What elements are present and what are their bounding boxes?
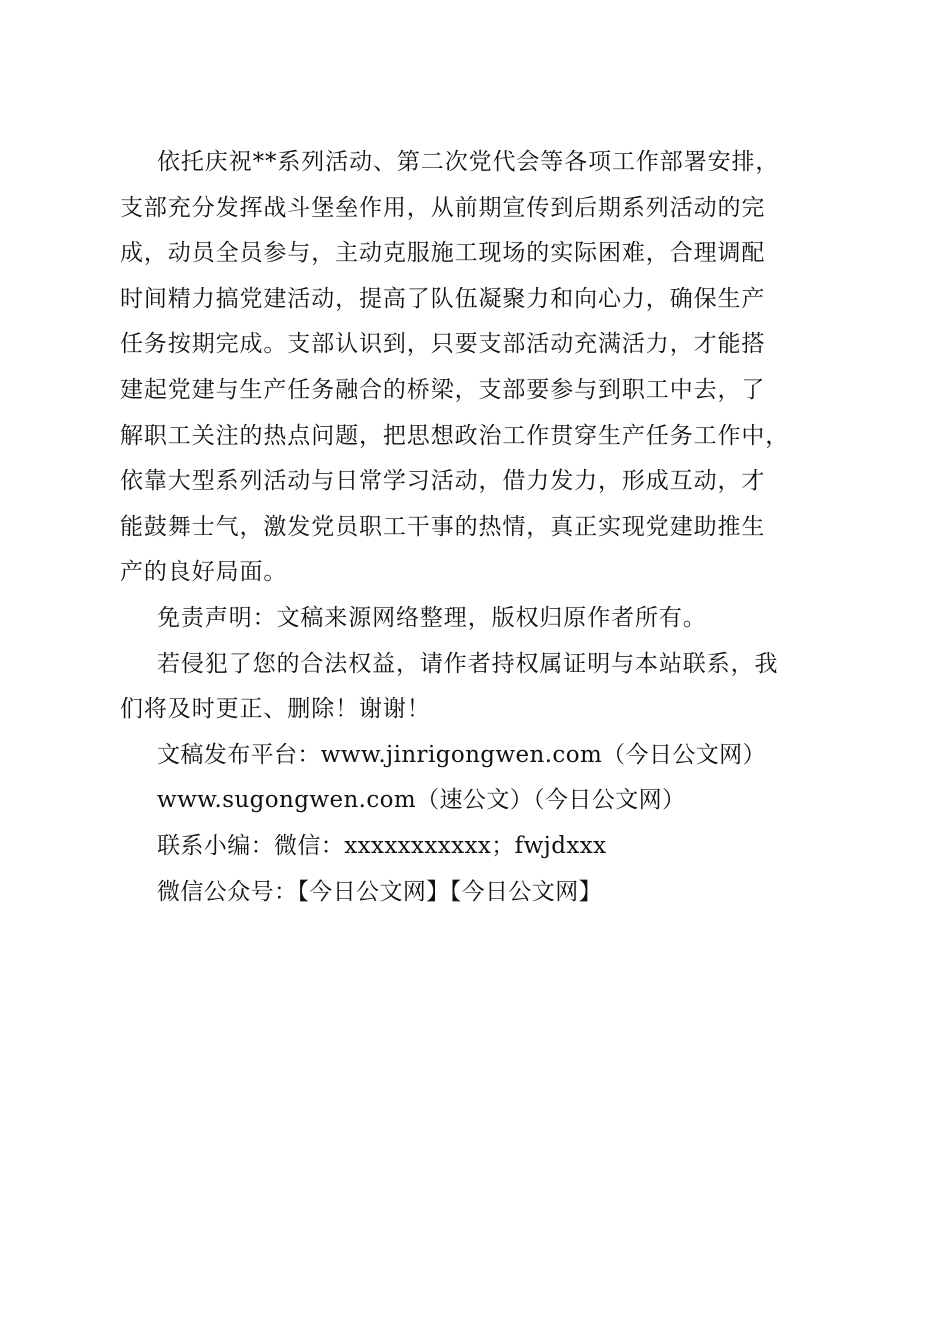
paragraph-line-7: 解职工关注的热点问题，把思想政治工作贯穿生产任务工作中，: [120, 422, 790, 449]
paragraph-line-8: 依靠大型系列活动与日常学习活动，借力发力，形成互动，才: [120, 468, 766, 495]
publishing-platform: [120, 733, 832, 824]
infringement-line-1: 若侵犯了您的合法权益，请作者持权属证明与本站联系，我: [157, 650, 779, 677]
platform-line-2: www.sugongwen.com（速公文）（今日公文网）: [157, 787, 686, 814]
platform-line-1: 文稿发布平台：www.jinrigongwen.com（今日公文网）: [157, 741, 766, 768]
infringement-line-2: 们将及时更正、删除！谢谢！: [120, 696, 431, 723]
paragraph-line-5: 任务按期完成。支部认识到，只要支部活动充满活力，才能搭: [120, 331, 766, 358]
disclaimer-line: 免责声明：文稿来源网络整理，版权归原作者所有。: [157, 604, 707, 631]
paragraph-line-2: 支部充分发挥战斗堡垒作用，从前期宣传到后期系列活动的完: [120, 194, 766, 221]
contact-line: 联系小编：微信：xxxxxxxxxxx；fwjdxxx: [157, 832, 607, 859]
wechat-account-line: 微信公众号：【今日公文网】【今日公文网】: [157, 878, 602, 905]
document-body: [120, 140, 832, 915]
paragraph-line-4: 时间精力搞党建活动，提高了队伍凝聚力和向心力，确保生产: [120, 285, 766, 312]
paragraph-line-3: 成，动员全员参与，主动克服施工现场的实际困难，合理调配: [120, 240, 766, 267]
paragraph-line-9: 能鼓舞士气，激发党员职工干事的热情，真正实现党建助推生: [120, 513, 766, 540]
infringement-notice: [120, 642, 832, 733]
main-paragraph: [120, 140, 832, 596]
paragraph-line-6: 建起党建与生产任务融合的桥梁，支部要参与到职工中去，了: [120, 376, 766, 403]
paragraph-line-10: 产的良好局面。: [120, 559, 288, 586]
paragraph-line-1: 依托庆祝**系列活动、第二次党代会等各项工作部署安排，: [157, 149, 780, 175]
